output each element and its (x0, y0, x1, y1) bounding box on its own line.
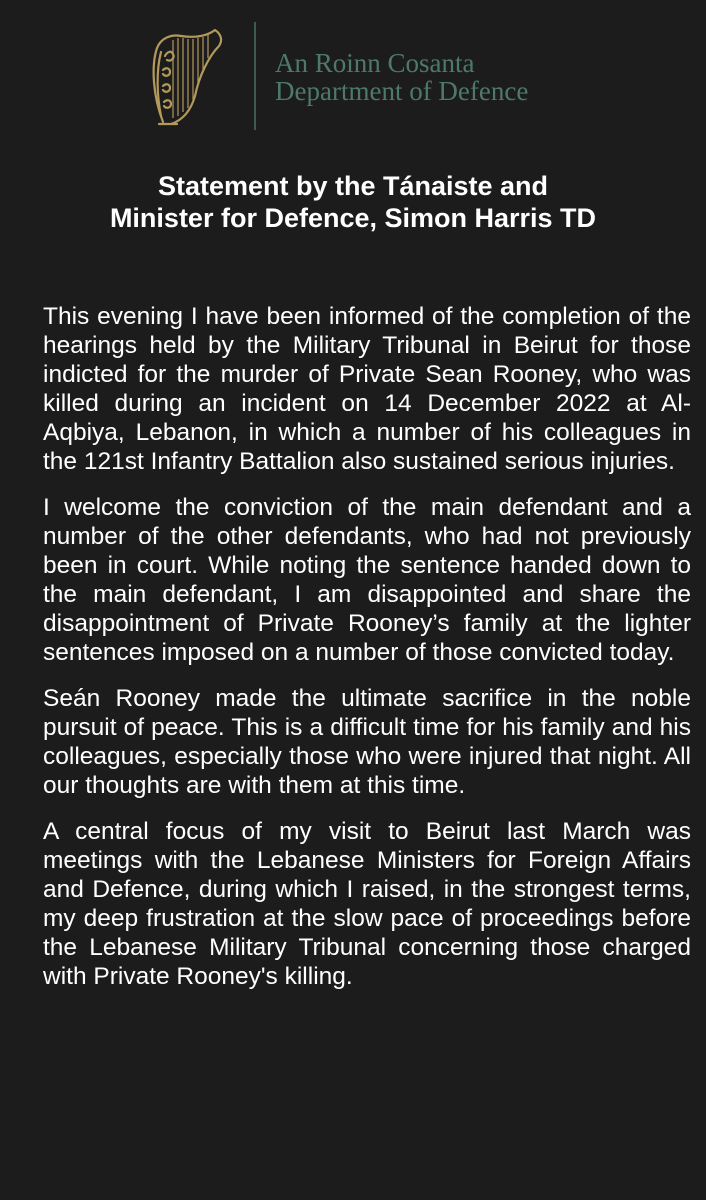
header-divider (254, 22, 256, 130)
statement-title (0, 170, 706, 234)
statement-body (43, 302, 691, 1008)
harp-icon (143, 26, 233, 130)
paragraph-3: Seán Rooney made the ultimate sacrifice in the noble pursuit of peace. This is a difficult time for his family and his colleagues, especially those who were injured that night. All our thoughts are with them at this time. (43, 685, 691, 799)
title-line-1: Statement by the Tánaiste and (157, 171, 549, 201)
department-header (0, 0, 706, 150)
paragraph-1: This evening I have been informed of the completion of the hearings held by the Military Tribunal in Beirut for those indicted for the murder of Private Sean Rooney, who was killed during an incident on 14 December 2022 at Al-Aqbiya, Lebanon, in which a number of his colleagues in the 121st Infantry Battalion also sustained serious injuries. (43, 303, 691, 475)
paragraph-4: A central focus of my visit to Beirut last March was meetings with the Lebanese Ministers for Foreign Affairs and Defence, during which I raised, in the strongest terms, my deep frustration at the slow pace of proceedings before the Lebanese Military Tribunal concerning those charged with Private Rooney's killing. (43, 818, 691, 990)
department-name-irish: An Roinn Cosanta (275, 48, 475, 78)
department-name-english: Department of Defence (275, 76, 529, 106)
paragraph-2: I welcome the conviction of the main defendant and a number of the other defendants, who had not previously been in court. While noting the sentence handed down to the main defendant, I am disappointed and share the disappointment of Private Rooney’s family at the lighter sentences imposed on a number of those convicted today. (43, 494, 691, 666)
title-line-2: Minister for Defence, Simon Harris TD (109, 203, 597, 233)
